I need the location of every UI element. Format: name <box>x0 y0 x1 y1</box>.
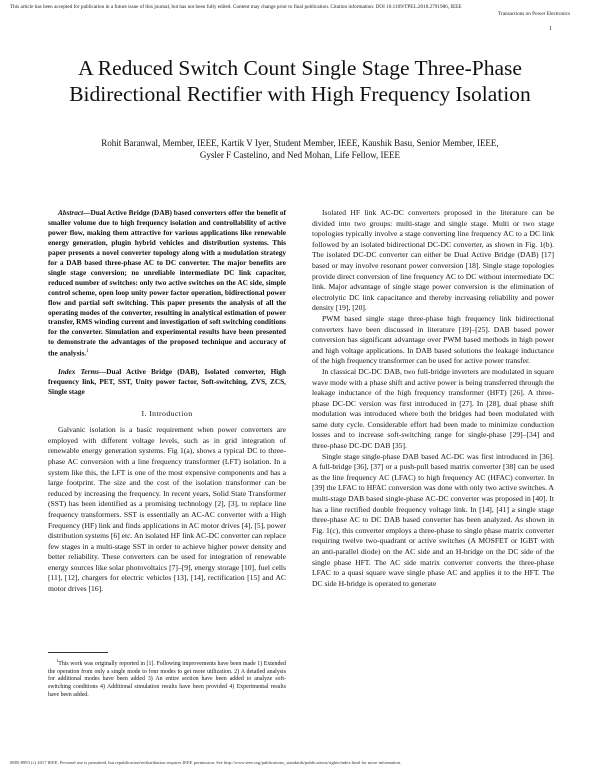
right-paragraph-1: Isolated HF link AC-DC converters proposed in the literature can be divided into two groups: multi-stage and single stage. Multi or two stage topologies typically involve a stage converting line frequency AC to a DC link followed by an isolated bidirectional DC-DC converter, as shown in Fig. 1(b). The isolated DC-DC converter can either be Dual Active Bridge (DAB) [17] based or may involve resonant power conversion [18]. Single stage topologies provide direct conversion of line frequency AC to DC without intermediate DC link. Major advantage of single stage power conversion is the elimination of electrolytic DC link capacitance and thereby increasing reliability and power density [19], [20]. <box>312 208 554 313</box>
authors-line-1: Rohit Baranwal, Member, IEEE, Kartik V Iyer, Student Member, IEEE, Kaushik Basu, Senior Member, IEEE, <box>101 138 499 148</box>
abstract-footnote-mark: 1 <box>86 349 89 355</box>
footnote-mark: 1 <box>56 658 59 663</box>
copyright-notice: 0885-8993 (c) 2017 IEEE. Personal use is permitted, but republication/redistribution requires IEEE permission. See http://www.ieee.org/publications_standards/publications/rights/index.html for more information. <box>10 760 402 765</box>
index-terms-text: —Dual Active Bridge (DAB), Isolated converter, High frequency link, PET, SST, Unity power factor, Soft-switching, ZVS, ZCS, Single stage <box>48 366 287 396</box>
page-number: 1 <box>549 26 552 32</box>
paper-title: A Reduced Switch Count Single Stage Three-Phase Bidirectional Rectifier with High Frequency Isolation <box>69 56 531 106</box>
abstract-text: —Dual Active Bridge (DAB) based converters offer the benefit of smaller volume due to high frequency isolation and controllability of active power flow, making them attractive for various applications like renewable energy generation, plugin hybrid vehicles and distribution systems. This paper presents a novel converter topology along with a modulation strategy for a DAB based three-phase AC to DC converter. The major benefits are single stage conversion; no unreliable intermediate DC link capacitor, reduced number of switches: only two active switches on the AC side, simple control scheme, open loop unity power factor operation, bidirectional power flow and partial soft switching. This paper presents the analysis of all the operating modes of the converter, resulting in analytical estimation of power transfer, RMS winding current and investigation of soft switching conditions for the converter. Simulation and experimental results have been presented to demonstrate the advantages of the proposed technique and accuracy of the analysis. <box>48 208 286 358</box>
acceptance-notice-line1: This article has been accepted for publication in a future issue of this journal, but has not been fully edited. Content may change prior to final publication. Citation information: DOI 10.1109/TPEL.2018.2791986, IEEE <box>10 4 462 10</box>
index-terms <box>48 367 286 397</box>
footnote-rule <box>48 652 108 653</box>
authors-line-2: Gysler F Castelino, and Ned Mohan, Life Fellow, IEEE <box>199 150 401 160</box>
footnote-text: This work was originally reported in [1]. Following improvements have been made 1) Extended the operation from only a single mode to four modes to get more utilization. 2) A detailed analysis for additional modes have been added 3) An entire section have been added to analyze soft-switching conditions 4) Additional simulation results have been provided 4) Experimental results have been added. <box>48 660 286 698</box>
abstract-label: Abstract <box>58 208 84 217</box>
right-paragraph-3: In classical DC-DC DAB, two full-bridge inverters are modulated in square wave mode with a phase shift and active power is being transferred through the leakage inductance of the high frequency transformer (HFT) [26]. A three-phase DC-DC version was first introduced in [27]. In [28], dual phase shift modulation was introduced where both the bridges had been modulated with same duty cycle. Considerable effort had been made to minimize conduction losses and to increase soft-switching range for single-phase [29]–[34] and three-phase DC-DC DAB [35]. <box>312 366 554 451</box>
right-column <box>312 208 554 589</box>
acceptance-notice <box>10 4 570 18</box>
left-column <box>48 208 286 595</box>
right-paragraph-4: Single stage single-phase DAB based AC-DC was first introduced in [36]. A full-bridge [36], [37] or a push-pull based matrix converter [38] can be used as the line frequency AC (LFAC) to high frequency AC (HFAC) converter. In [39] the LFAC to HFAC conversion was done with only two active switches. A multi-stage DAB based single-phase AC-DC converter was proposed in [40]. It has a line rectified double frequency voltage link. In [14], [41] a single stage three-phase AC to DC DAB based converter has been analyzed. As shown in Fig. 1(c), this converter employs a three-phase to single phase matrix converter requiring twelve two-quadrant or active switches (A MOSFET or IGBT with an anti-parallel diode) on the AC side and an H-bridge on the DC side of the single phase HFT. The AC side matrix converter converts the three-phase LFAC to a quasi square wave single phase AC and applies it to the HFT. The DC side H-bridge is operated to generate <box>312 451 554 588</box>
right-paragraph-2: PWM based single stage three-phase high frequency link bidirectional converters have been discussed in literature [19]–[25]. DAB based power conversion has significant advantage over PWM based methods in high power and high voltage applications. In DAB based solutions the leakage inductance of the high frequency transformer can be used for active power transfer. <box>312 313 554 366</box>
author-list <box>40 137 560 161</box>
section-heading-introduction: I. Introduction <box>141 408 193 418</box>
index-terms-label: Index Terms <box>58 366 99 376</box>
abstract <box>48 208 286 359</box>
journal-name: Transactions on Power Electronics <box>498 11 570 17</box>
intro-paragraph-1: Galvanic isolation is a basic requirement when power converters are employed with different voltage levels, such as in grid integration of renewable energy generation systems. Fig 1(a), shows a typical DC to three-phase AC conversion with a line frequency transformer (LFT) isolation. In a system like this, the LFT is one of the most expensive components and has a large footprint. The size and the cost of the isolation transformer can be reduced by increasing the frequency. In recent years, Solid State Transformer (SST) has been identified as a promising technology [2], [3], to replace line frequency transformers. SST is essentially an AC-AC converter with a High Frequency (HF) link and finds applications in AC motor drives [4], [5], power distribution systems [6] etc. An isolated HF link AC-DC converter can replace few stages in a multi-stage SST in order to achieve higher power density and better reliability. These converters can be used for integration of renewable energy sources like solar photovoltaics [7]–[9], energy storage [10], fuel cells [11], [12], chargers for electric vehicles [13], [14], rectification [15] and AC motor drives [16]. <box>48 425 286 594</box>
footnote <box>48 652 286 699</box>
